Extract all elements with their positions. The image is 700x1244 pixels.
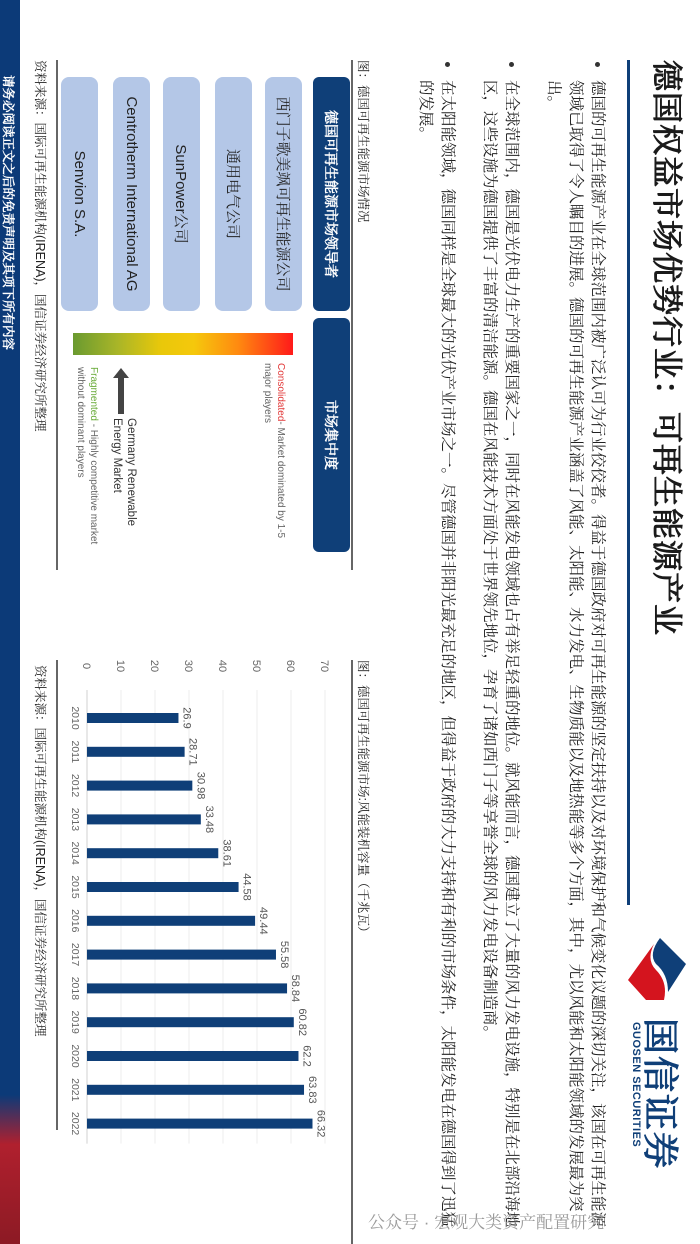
leader-row: 西门子歌美飒可再生能源公司 xyxy=(265,77,302,311)
bar xyxy=(87,1085,304,1095)
company-logo xyxy=(622,930,692,1240)
y-tick-label: 20 xyxy=(148,659,160,673)
bullet-list xyxy=(394,60,608,1230)
bar xyxy=(87,882,239,892)
legend-fragmented-label: Fragmented xyxy=(88,367,99,421)
data-label: 49.44 xyxy=(257,907,270,935)
concentration-gradient-bar xyxy=(73,333,293,355)
legend-consolidated-label: Consolidated xyxy=(275,363,286,422)
x-tick-label: 2013 xyxy=(69,807,81,832)
x-tick-label: 2010 xyxy=(69,706,81,730)
x-tick-label: 2016 xyxy=(69,909,81,933)
bar xyxy=(87,814,201,824)
x-tick-label: 2014 xyxy=(69,841,81,865)
data-label: 63.83 xyxy=(306,1076,319,1104)
legend-fragmented-text: - Highly competitive market without dominant players xyxy=(75,367,99,545)
bar xyxy=(87,1017,294,1027)
bar xyxy=(87,983,287,993)
leaders-header: 德国可再生能源市场领导者 xyxy=(313,77,350,311)
y-tick-label: 0 xyxy=(80,662,92,670)
data-label: 44.58 xyxy=(240,873,253,901)
x-tick-label: 2021 xyxy=(69,1078,81,1102)
legend-consolidated-text: - Market dominated by 1-5 major players xyxy=(262,363,286,539)
data-label: 58.84 xyxy=(289,974,302,1003)
left-figure-top-rule xyxy=(352,60,354,570)
bar xyxy=(87,848,218,858)
leader-row: SunPower公司 xyxy=(163,77,200,311)
y-tick-label: 30 xyxy=(182,659,194,673)
chart-bottom-rule xyxy=(57,660,59,1130)
x-tick-label: 2019 xyxy=(69,1010,81,1034)
leader-row: Centrotherm International AG xyxy=(113,77,150,311)
y-tick-label: 10 xyxy=(114,659,126,673)
data-label: 26.9 xyxy=(180,707,193,729)
leader-row: 通用电气公司 xyxy=(215,77,252,311)
legend-fragmented xyxy=(74,367,100,547)
x-tick-label: 2017 xyxy=(69,942,81,967)
bar xyxy=(87,1051,298,1061)
bar xyxy=(87,713,178,723)
bar xyxy=(87,950,276,960)
bullet-item: 在太阳能领域，德国同样是全球最大的光伏产业市场之一。尽管德国并非阳光最充足的地区，但得益于政府的大力支持和有利的市场条件，太阳能发电在德国得到了迅猛的发展。 xyxy=(414,60,458,1230)
page-title: 德国权益市场优势行业：可再生能源产业 xyxy=(649,60,684,636)
y-tick-label: 70 xyxy=(318,659,330,673)
legend-consolidated xyxy=(261,363,287,543)
logo-mark-icon xyxy=(624,930,690,1010)
arrow-left-icon xyxy=(112,366,130,416)
concentration-header: 市场集中度 xyxy=(313,318,350,552)
x-tick-label: 2012 xyxy=(69,773,81,798)
chart-source: 资料来源：国际可再生能源机构(IRENA)，国信证券经济研究所整理 xyxy=(33,665,47,1037)
data-label: 38.61 xyxy=(220,839,233,867)
bar xyxy=(87,1119,312,1129)
logo-text-en: GUOSEN SECURITIES xyxy=(630,1022,642,1148)
logo-text-cn: 国信证券 xyxy=(640,1018,681,1171)
data-label: 28.71 xyxy=(186,738,199,766)
watermark: 公众号 · 宏观大类资产配置研究 xyxy=(368,1213,605,1232)
bar xyxy=(87,747,185,757)
market-marker-label: Germany Renewable Energy Market xyxy=(111,418,137,527)
bar xyxy=(87,916,255,926)
bar xyxy=(87,781,192,791)
leader-row: Senvion S.A. xyxy=(61,77,98,311)
chart-top-rule xyxy=(352,660,354,1244)
data-label: 60.82 xyxy=(295,1008,308,1036)
data-label: 30.98 xyxy=(194,771,207,800)
x-tick-label: 2011 xyxy=(69,740,81,764)
y-tick-label: 60 xyxy=(284,659,296,673)
chart-title: 图：德国可再生能源市场:风能装机容量（千兆瓦） xyxy=(356,660,370,939)
bullet-item: 德国的可再生能源产业在全球范围内被广泛认可为行业佼佼者。得益于德国政府对可再生能源的坚定扶持以及对环境保护和气候变化议题的深切关注，该国在可再生能源领域已取得了令人瞩目的进展。德国的可再生能源产业涵盖了风能、太阳能、水力发电、生物质能以及地热能等多个方面，其中，尤以风能和太阳能领域的发展最为突出。 xyxy=(542,60,608,1230)
left-figure-source: 资料来源：国际可再生能源机构(IRENA)，国信证券经济研究所整理 xyxy=(33,60,47,432)
x-tick-label: 2015 xyxy=(69,875,81,899)
wind-capacity-bar-chart xyxy=(58,640,340,1240)
data-label: 66.32 xyxy=(314,1109,327,1138)
data-label: 55.58 xyxy=(277,940,290,969)
x-tick-label: 2022 xyxy=(69,1111,81,1136)
title-divider xyxy=(627,60,630,905)
data-label: 33.48 xyxy=(202,805,215,834)
y-tick-label: 50 xyxy=(250,659,262,673)
left-figure-bottom-rule xyxy=(57,60,59,570)
y-tick-label: 40 xyxy=(216,659,228,673)
x-tick-label: 2020 xyxy=(69,1044,81,1068)
left-figure-caption: 图：德国可再生能源市场情况 xyxy=(356,60,370,223)
data-label: 62.2 xyxy=(300,1045,313,1067)
bullet-item: 在全球范围内，德国是光伏电力生产的重要国家之一，同时在风能发电领域也占有举足轻重的地位。就风能而言，德国建立了大量的风力发电设施，特别是在北部沿海地区，这些设施为德国提供了丰富的清洁能源。德国在风能技术方面处于世界领先地位，孕育了诸如西门子等享誉全球的风力发电设备制造商。 xyxy=(478,60,522,1230)
x-tick-label: 2018 xyxy=(69,976,81,1001)
footer-disclaimer: 请务必阅读正文之后的免责声明及其项下所有内容 xyxy=(1,75,15,351)
